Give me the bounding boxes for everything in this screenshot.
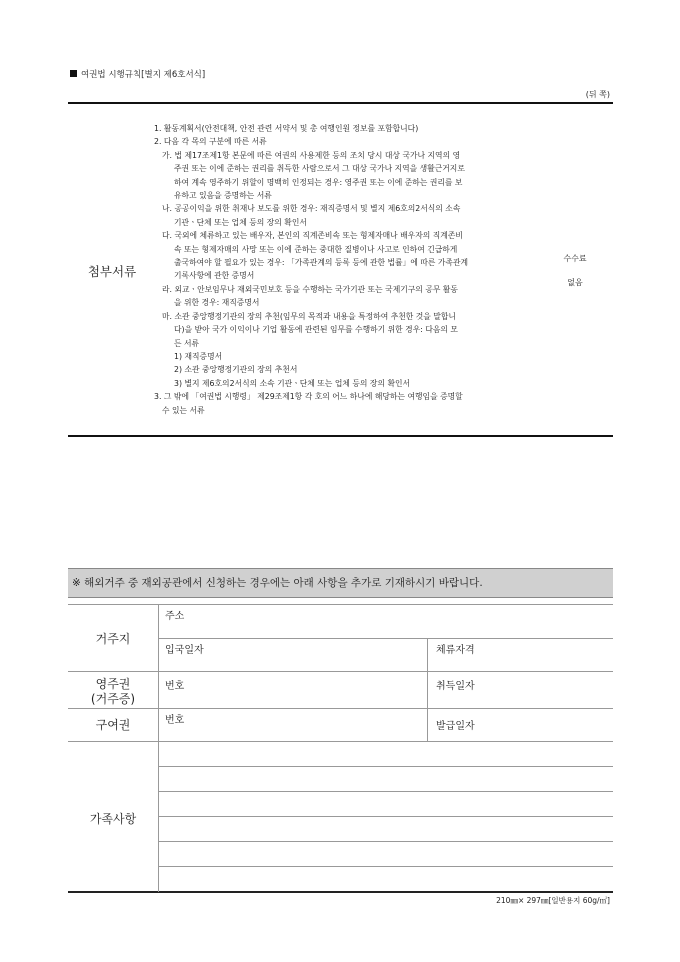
pr-label-sub: (거주증) [90, 692, 136, 706]
form-title-text: 여권법 시행규칙[별지 제6호서식] [81, 70, 206, 80]
paper-spec: 210㎜× 297㎜[일반용지 60g/㎡] [496, 896, 610, 905]
residence-label: 거주지 [95, 632, 131, 646]
family-row-line [158, 816, 613, 817]
attachment-line: 을 위한 경우: 재직증명서 [174, 298, 260, 308]
attachment-line: 수 있는 서류 [162, 405, 205, 415]
family-row-line [158, 866, 613, 867]
old-passport-row-divider [68, 741, 613, 742]
table-bottom-line [68, 891, 613, 893]
fee-value: 없음 [567, 278, 583, 287]
value-column-divider [427, 638, 428, 741]
attachments-list [148, 122, 540, 417]
residence-row-divider [68, 671, 613, 672]
family-row-line [158, 841, 613, 842]
attachment-line: 유하고 있음을 증명하는 서류 [174, 191, 272, 201]
top-rule [68, 102, 613, 104]
family-row-line [158, 791, 613, 792]
pr-label: 영주권 [95, 677, 131, 691]
attachment-line: 주권 또는 이에 준하는 권리를 취득한 사람으로서 그 대상 국가나 지역을 생활근거지로 [174, 164, 465, 174]
pr-acquired-date-field[interactable]: 취득일자 [436, 681, 475, 692]
overseas-notice: ※ 해외거주 중 재외공관에서 신청하는 경우에는 아래 사항을 추가로 기재하시기 바랍니다. [68, 568, 613, 598]
form-title [70, 68, 205, 80]
pr-row-divider [68, 708, 613, 709]
attachment-line: 하여 계속 영주하기 위할이 명백히 인정되는 경우: 영주권 또는 이에 준하는 권리를 보 [174, 177, 463, 187]
attachment-line: 마. 소관 중앙행정기관의 장의 추천(임무의 목적과 내용을 특정하여 추천한 것을 말합니 [162, 311, 456, 321]
attachment-line: 기록사항에 관한 증명서 [174, 271, 255, 281]
attachment-line: 속 또는 형제자매의 사망 또는 이에 준하는 중대한 질병이나 사고로 인하여 긴급하게 [174, 244, 458, 254]
family-label: 가족사항 [89, 812, 137, 826]
old-passport-label: 구여권 [95, 718, 131, 732]
attachments-bottom-rule [68, 435, 613, 437]
attachment-line: 출국하여야 할 필요가 있는 경우: 「가족관계의 등록 등에 관한 법률」에 따른 가족관계 [174, 258, 469, 268]
attachment-line: 가. 법 제17조제1항 본문에 따른 여권의 사용제한 등의 조치 당시 대상 국가나 지역의 영 [162, 150, 461, 160]
pr-number-field[interactable]: 번호 [165, 681, 185, 692]
page-side-label: (뒤 쪽) [585, 90, 610, 99]
old-passport-issue-date-field[interactable]: 발급일자 [436, 721, 475, 732]
attachment-line: 1. 활동계획서(안전대책, 안전 관련 서약서 및 총 여행인원 정보를 포함합니다) [154, 124, 419, 133]
attachment-line: 3) 별지 제6호의2서식의 소속 기관ㆍ단체 또는 업체 등의 장의 확인서 [174, 378, 411, 388]
fee-label: 수수료 [563, 254, 587, 263]
attachment-line: 나. 공공이익을 위한 취재나 보도를 위한 경우: 재직증명서 및 별지 제6호의2서식의 소속 [162, 204, 461, 214]
attachment-line: 1) 재직증명서 [174, 351, 223, 361]
attachment-line: 기관ㆍ단체 또는 업체 등의 장의 확인서 [174, 217, 307, 227]
label-column-divider [158, 604, 159, 892]
family-row-line [158, 766, 613, 767]
attachment-line: 다)을 받아 국가 이익이나 기업 활동에 관련된 임무를 수행하기 위한 경우: 다음의 모 [174, 325, 458, 335]
stay-status-field[interactable]: 체류자격 [436, 645, 475, 656]
attachment-line: 2) 소관 중앙행정기관의 장의 추천서 [174, 365, 298, 375]
attachment-line: 2. 다음 각 목의 구분에 따른 서류 [154, 137, 267, 147]
square-bullet-icon [70, 70, 77, 77]
attachment-line: 3. 그 밖에 「여권법 시행령」 제29조제1항 각 호의 어느 하나에 해당하는 여행임을 증명할 [154, 392, 463, 402]
address-row-divider [158, 638, 613, 639]
old-passport-number-field[interactable]: 번호 [165, 715, 185, 726]
table-top-line [68, 604, 613, 605]
attachments-label: 첨부서류 [87, 264, 137, 279]
entry-date-field[interactable]: 입국일자 [165, 645, 204, 656]
attachment-line: 든 서류 [174, 338, 200, 348]
address-field[interactable]: 주소 [165, 611, 185, 622]
attachment-line: 다. 국외에 체류하고 있는 배우자, 본인의 직계존비속 또는 형제자매나 배우자의 직계존비 [162, 231, 463, 241]
attachment-line: 라. 외교ㆍ안보임무나 재외국민보호 등을 수행하는 국가기관 또는 국제기구의 공무 활동 [162, 284, 458, 294]
